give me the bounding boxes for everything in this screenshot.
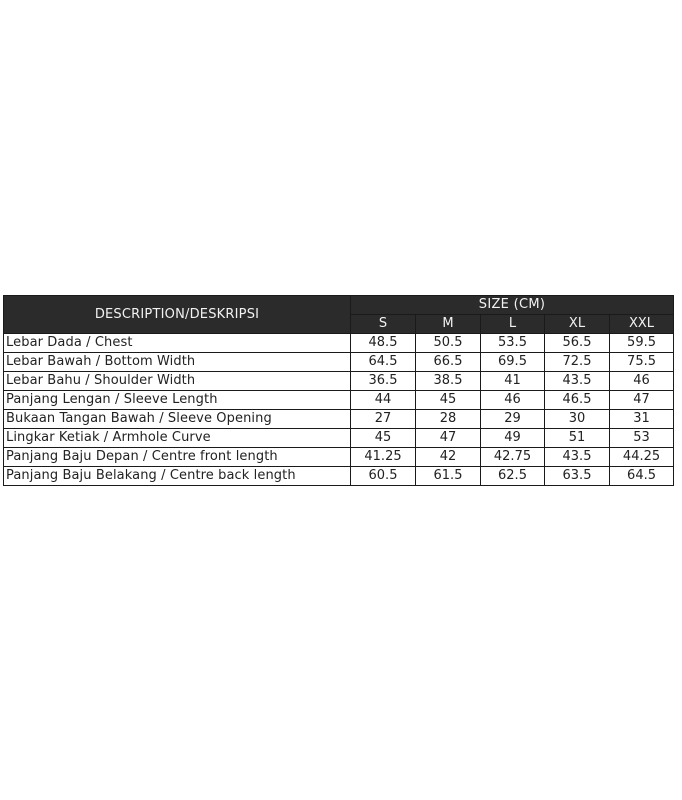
value-cell: 43.5	[545, 448, 610, 467]
row-label: Bukaan Tangan Bawah / Sleeve Opening	[4, 410, 351, 429]
value-cell: 29	[481, 410, 545, 429]
value-cell: 62.5	[481, 467, 545, 486]
value-cell: 53.5	[481, 334, 545, 353]
value-cell: 43.5	[545, 372, 610, 391]
value-cell: 42.75	[481, 448, 545, 467]
value-cell: 41.25	[351, 448, 416, 467]
value-cell: 42	[416, 448, 481, 467]
value-cell: 44.25	[610, 448, 674, 467]
value-cell: 75.5	[610, 353, 674, 372]
value-cell: 51	[545, 429, 610, 448]
value-cell: 38.5	[416, 372, 481, 391]
size-header-l: L	[481, 315, 545, 334]
row-label: Panjang Baju Belakang / Centre back length	[4, 467, 351, 486]
size-group-header: SIZE (CM)	[351, 296, 674, 315]
value-cell: 36.5	[351, 372, 416, 391]
value-cell: 31	[610, 410, 674, 429]
table-row	[4, 353, 674, 372]
table-row	[4, 372, 674, 391]
value-cell: 45	[416, 391, 481, 410]
table-row	[4, 391, 674, 410]
value-cell: 66.5	[416, 353, 481, 372]
value-cell: 48.5	[351, 334, 416, 353]
value-cell: 69.5	[481, 353, 545, 372]
description-column-header: DESCRIPTION/DESKRIPSI	[4, 296, 351, 334]
table-row	[4, 467, 674, 486]
value-cell: 61.5	[416, 467, 481, 486]
row-label: Lebar Dada / Chest	[4, 334, 351, 353]
value-cell: 64.5	[351, 353, 416, 372]
value-cell: 64.5	[610, 467, 674, 486]
value-cell: 45	[351, 429, 416, 448]
value-cell: 47	[416, 429, 481, 448]
value-cell: 30	[545, 410, 610, 429]
value-cell: 27	[351, 410, 416, 429]
row-label: Panjang Lengan / Sleeve Length	[4, 391, 351, 410]
value-cell: 46	[481, 391, 545, 410]
value-cell: 59.5	[610, 334, 674, 353]
size-header-s: S	[351, 315, 416, 334]
table-row	[4, 334, 674, 353]
value-cell: 63.5	[545, 467, 610, 486]
table-row	[4, 410, 674, 429]
value-cell: 50.5	[416, 334, 481, 353]
value-cell: 46.5	[545, 391, 610, 410]
value-cell: 49	[481, 429, 545, 448]
value-cell: 44	[351, 391, 416, 410]
row-label: Lebar Bahu / Shoulder Width	[4, 372, 351, 391]
value-cell: 47	[610, 391, 674, 410]
table-row	[4, 448, 674, 467]
row-label: Panjang Baju Depan / Centre front length	[4, 448, 351, 467]
size-chart-table	[3, 295, 674, 486]
value-cell: 41	[481, 372, 545, 391]
value-cell: 28	[416, 410, 481, 429]
table-row	[4, 429, 674, 448]
size-header-xl: XL	[545, 315, 610, 334]
row-label: Lingkar Ketiak / Armhole Curve	[4, 429, 351, 448]
value-cell: 72.5	[545, 353, 610, 372]
value-cell: 56.5	[545, 334, 610, 353]
value-cell: 60.5	[351, 467, 416, 486]
row-label: Lebar Bawah / Bottom Width	[4, 353, 351, 372]
size-header-m: M	[416, 315, 481, 334]
value-cell: 46	[610, 372, 674, 391]
size-chart-body	[4, 334, 674, 486]
value-cell: 53	[610, 429, 674, 448]
size-chart-header	[4, 296, 674, 334]
size-header-xxl: XXL	[610, 315, 674, 334]
